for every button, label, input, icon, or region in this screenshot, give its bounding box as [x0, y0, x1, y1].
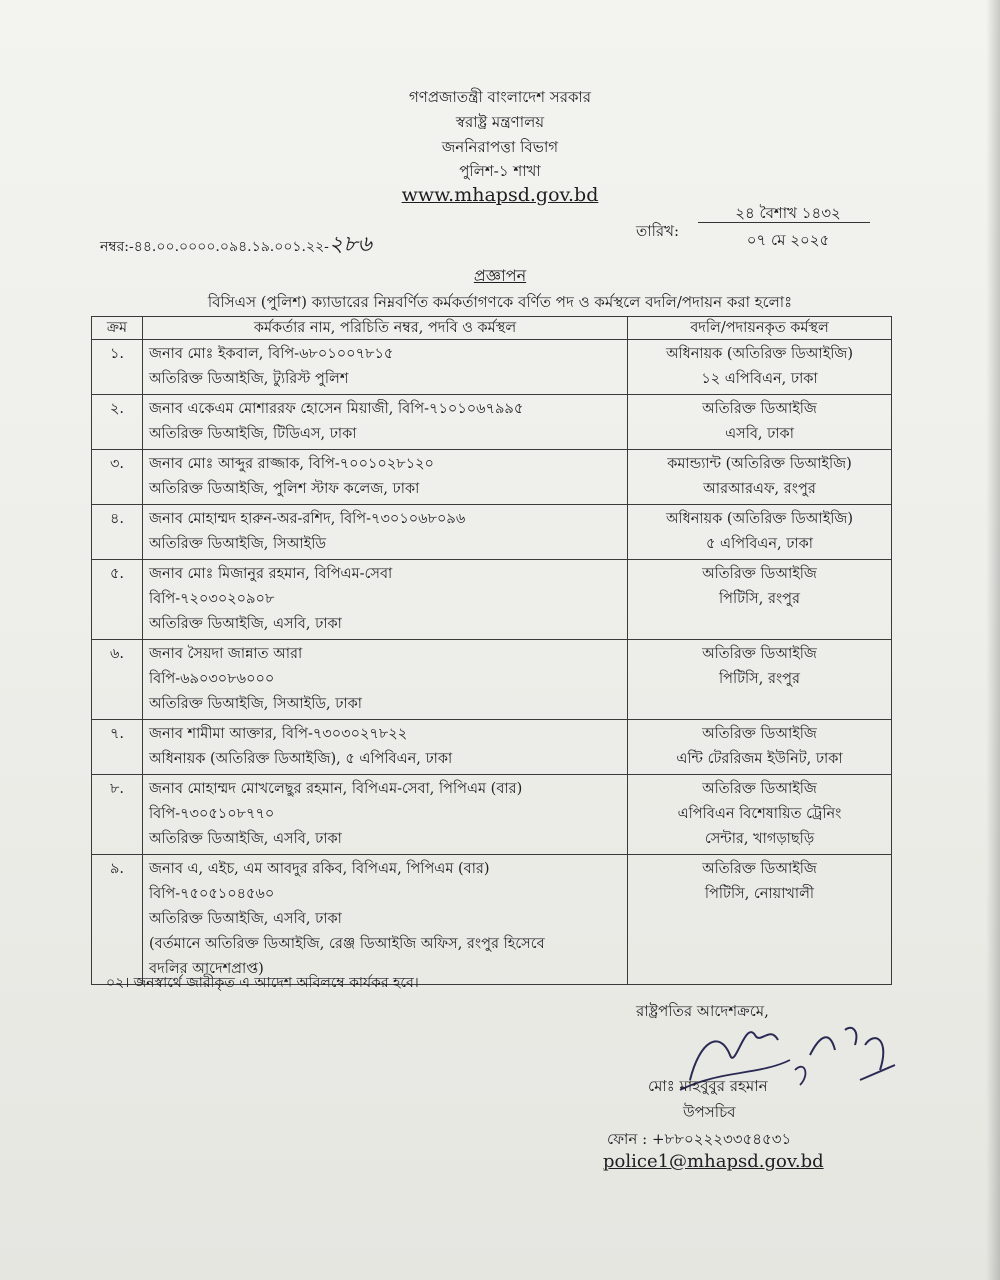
posting-location — [628, 395, 892, 450]
order-line: রাষ্ট্রপতির আদেশক্রমে, — [636, 1002, 769, 1020]
header-serial: ক্রম — [92, 317, 143, 340]
posting-line: অতিরিক্ত ডিআইজি — [702, 861, 817, 877]
officer-detail-line: বিপি-৭৫০৫১০৪৫৬০ — [149, 886, 275, 902]
officer-details — [143, 340, 628, 395]
row-serial: ৪. — [92, 505, 143, 560]
memo-number-text: নম্বর:-৪৪.০০.০০০০.০৯৪.১৯.০০১.২২- — [100, 239, 329, 255]
signatory-phone: ফোন : +৮৮০২২২৩৩৫৪৫৩১ — [607, 1130, 792, 1148]
posting-line: সেন্টার, খাগড়াছড়ি — [704, 831, 815, 847]
posting-line: অতিরিক্ত ডিআইজি — [702, 646, 817, 662]
signatory-email[interactable]: police1@mhapsd.gov.bd — [603, 1151, 824, 1172]
officer-detail-line: জনাব মোঃ আব্দুর রাজ্জাক, বিপি-৭০০১০২৮১২০ — [149, 456, 434, 472]
posting-line: পিটিসি, রংপুর — [718, 671, 801, 687]
table-row — [92, 775, 892, 855]
posting-location — [628, 505, 892, 560]
effect-paragraph: ০২। জনস্বার্থে জারীকৃত এ আদেশ অবিলম্বে কার্যকর হবে। — [106, 975, 419, 991]
table-row — [92, 395, 892, 450]
posting-line: অধিনায়ক (অতিরিক্ত ডিআইজি) — [665, 511, 854, 527]
table-row — [92, 640, 892, 720]
officer-detail-line: অতিরিক্ত ডিআইজি, ট্যুরিস্ট পুলিশ — [149, 371, 349, 387]
officer-detail-line: (বর্তমানে অতিরিক্ত ডিআইজি, রেঞ্জ ডিআইজি অফিস, রংপুর হিসেবে — [149, 936, 545, 952]
table-row — [92, 855, 892, 985]
table-row — [92, 720, 892, 775]
posting-line: কমান্ড্যান্ট (অতিরিক্ত ডিআইজি) — [667, 456, 852, 472]
officer-details — [143, 640, 628, 720]
posting-line: অধিনায়ক (অতিরিক্ত ডিআইজি) — [665, 346, 854, 362]
posting-location — [628, 640, 892, 720]
row-serial: ৬. — [92, 640, 143, 720]
website-link[interactable]: www.mhapsd.gov.bd — [401, 184, 599, 206]
posting-line: এসবি, ঢাকা — [725, 426, 794, 442]
ministry-name: স্বরাষ্ট্র মন্ত্রণালয় — [455, 113, 545, 131]
officer-detail-line: জনাব মোঃ মিজানুর রহমান, বিপিএম-সেবা — [149, 566, 393, 582]
officer-details — [143, 560, 628, 640]
officer-detail-line: জনাব মোহাম্মদ মোখলেছুর রহমান, বিপিএম-সেবা, পিপিএম (বার) — [149, 781, 523, 797]
officer-detail-line: জনাব এ, এইচ, এম আবদুর রকিব, বিপিএম, পিপিএম (বার) — [149, 861, 490, 877]
date-gregorian: ০৭ মে ২০২৫ — [746, 231, 830, 249]
officer-detail-line: জনাব মোহাম্মদ হারুন-অর-রশিদ, বিপি-৭৩০১০৬৮০৯৬ — [149, 511, 466, 527]
officer-details — [143, 720, 628, 775]
officer-detail-line: অতিরিক্ত ডিআইজি, পুলিশ স্টাফ কলেজ, ঢাকা — [149, 481, 420, 497]
officer-detail-line: অতিরিক্ত ডিআইজি, এসবি, ঢাকা — [149, 831, 342, 847]
date-bangla: ২৪ বৈশাখ ১৪৩২ — [735, 204, 841, 222]
notice-intro: বিসিএস (পুলিশ) ক্যাডারের নিম্নবর্ণিত কর্মকর্তাগণকে বর্ণিত পদ ও কর্মস্থলে বদলি/পদায়ন করা হলোঃ — [207, 293, 793, 311]
header-officer: কর্মকর্তার নাম, পরিচিতি নম্বর, পদবি ও কর্মস্থল — [143, 317, 628, 340]
header-posting: বদলি/পদায়নকৃত কর্মস্থল — [628, 317, 892, 340]
row-serial: ১. — [92, 340, 143, 395]
posting-line: অতিরিক্ত ডিআইজি — [702, 726, 817, 742]
table-row — [92, 505, 892, 560]
posting-location — [628, 775, 892, 855]
officer-detail-line: বদলির আদেশপ্রাপ্ত) — [149, 961, 264, 977]
handwritten-memo-no: ২৮৬ — [328, 232, 372, 257]
officer-details — [143, 505, 628, 560]
memo-number — [100, 227, 372, 264]
signatory-name: মোঃ মাহবুবুর রহমান — [648, 1077, 768, 1095]
signatory-designation: উপসচিব — [683, 1103, 736, 1121]
officer-detail-line: অতিরিক্ত ডিআইজি, সিআইডি, ঢাকা — [149, 696, 362, 712]
officer-detail-line: বিপি-৭৩০৫১০৮৭৭০ — [149, 806, 275, 822]
posting-location — [628, 720, 892, 775]
row-serial: ২. — [92, 395, 143, 450]
posting-line: এন্টি টেররিজম ইউনিট, ঢাকা — [676, 751, 843, 767]
posting-line: ৫ এপিবিএন, ঢাকা — [706, 536, 813, 552]
officer-detail-line: জনাব শামীমা আক্তার, বিপি-৭৩০৩০২৭৮২২ — [149, 726, 408, 742]
row-serial: ৮. — [92, 775, 143, 855]
posting-line: পিটিসি, নোয়াখালী — [704, 886, 815, 902]
officer-detail-line: জনাব একেএম মোশাররফ হোসেন মিয়াজী, বিপি-৭১০১০৬৭৯৯৫ — [149, 401, 524, 417]
table-body — [92, 340, 892, 985]
table-row — [92, 450, 892, 505]
posting-location — [628, 450, 892, 505]
officer-detail-line: জনাব সৈয়দা জান্নাত আরা — [149, 646, 303, 662]
table-header-row — [92, 317, 892, 340]
officer-details — [143, 450, 628, 505]
officer-details — [143, 775, 628, 855]
officer-detail-line: জনাব মোঃ ইকবাল, বিপি-৬৮০১০০৭৮১৫ — [149, 346, 394, 362]
posting-line: ১২ এপিবিএন, ঢাকা — [701, 371, 818, 387]
officer-detail-line: বিপি-৭২০৩০২০৯০৮ — [149, 591, 275, 607]
officer-details — [143, 395, 628, 450]
transfer-table — [91, 316, 892, 985]
officer-detail-line: অতিরিক্ত ডিআইজি, টিডিএস, ঢাকা — [149, 426, 357, 442]
posting-line: অতিরিক্ত ডিআইজি — [702, 566, 817, 582]
officer-details — [143, 855, 628, 985]
table-row — [92, 340, 892, 395]
government-name: গণপ্রজাতন্ত্রী বাংলাদেশ সরকার — [408, 88, 592, 106]
posting-line: পিটিসি, রংপুর — [718, 591, 801, 607]
division-name: জননিরাপত্তা বিভাগ — [441, 138, 559, 156]
posting-line: অতিরিক্ত ডিআইজি — [702, 781, 817, 797]
row-serial: ৭. — [92, 720, 143, 775]
posting-location — [628, 855, 892, 985]
notice-title: প্রজ্ঞাপন — [473, 266, 527, 285]
officer-detail-line: অতিরিক্ত ডিআইজি, সিআইডি — [149, 536, 327, 552]
posting-line: অতিরিক্ত ডিআইজি — [702, 401, 817, 417]
posting-location — [628, 340, 892, 395]
officer-detail-line: অতিরিক্ত ডিআইজি, এসবি, ঢাকা — [149, 616, 342, 632]
officer-detail-line: অতিরিক্ত ডিআইজি, এসবি, ঢাকা — [149, 911, 342, 927]
posting-location — [628, 560, 892, 640]
branch-name: পুলিশ-১ শাখা — [459, 162, 541, 180]
row-serial: ৯. — [92, 855, 143, 985]
officer-detail-line: বিপি-৬৯০৩০৮৬০০০ — [149, 671, 275, 687]
officer-detail-line: অধিনায়ক (অতিরিক্ত ডিআইজি), ৫ এপিবিএন, ঢাকা — [149, 751, 453, 767]
date-label: তারিখ: — [636, 222, 680, 240]
row-serial: ৫. — [92, 560, 143, 640]
posting-line: আরআরএফ, রংপুর — [703, 481, 816, 497]
posting-line: এপিবিএন বিশেষায়িত ট্রেনিং — [677, 806, 842, 822]
table-row — [92, 560, 892, 640]
date-divider — [698, 222, 870, 223]
row-serial: ৩. — [92, 450, 143, 505]
